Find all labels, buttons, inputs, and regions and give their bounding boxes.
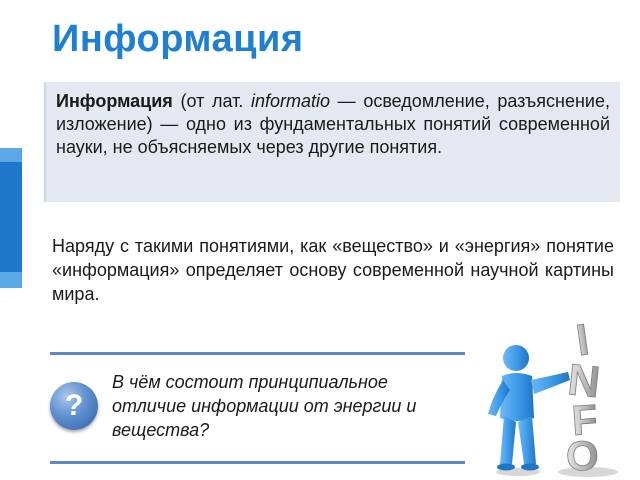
- body-paragraph: Наряду с такими понятиями, как «вещество» и «энергия» понятие «информация» определяет основу современной научной картины мира.: [52, 236, 614, 304]
- question-icon: [50, 382, 98, 430]
- question-bottom-rule: [50, 461, 465, 464]
- definition-box: [44, 82, 620, 202]
- definition-rest: — осведомление, разъяснение, изложение) — одно из фундаментальных понятий современной науки, не объясняемых через другие понятия.: [56, 91, 610, 157]
- side-accent-bar-dark: [0, 162, 22, 272]
- slide-title: Информация: [52, 18, 304, 60]
- letter-i: I: [573, 315, 593, 366]
- question-text: В чём состоит принципиальное отличие информации от энергии и вещества?: [112, 372, 417, 440]
- letter-o: O: [566, 432, 599, 478]
- letter-f: F: [570, 395, 600, 445]
- person-with-info-letters-illustration: [478, 306, 638, 478]
- blue-person-figure: [488, 345, 570, 471]
- definition-term: Информация: [56, 91, 173, 111]
- question-top-rule: [50, 352, 465, 355]
- info-letters-stack: [566, 315, 603, 478]
- question-mark: ?: [64, 389, 84, 422]
- definition-open: (от лат.: [172, 91, 251, 111]
- definition-latin: informatio: [250, 91, 331, 111]
- letter-n: N: [565, 355, 603, 408]
- definition-text: [56, 90, 610, 159]
